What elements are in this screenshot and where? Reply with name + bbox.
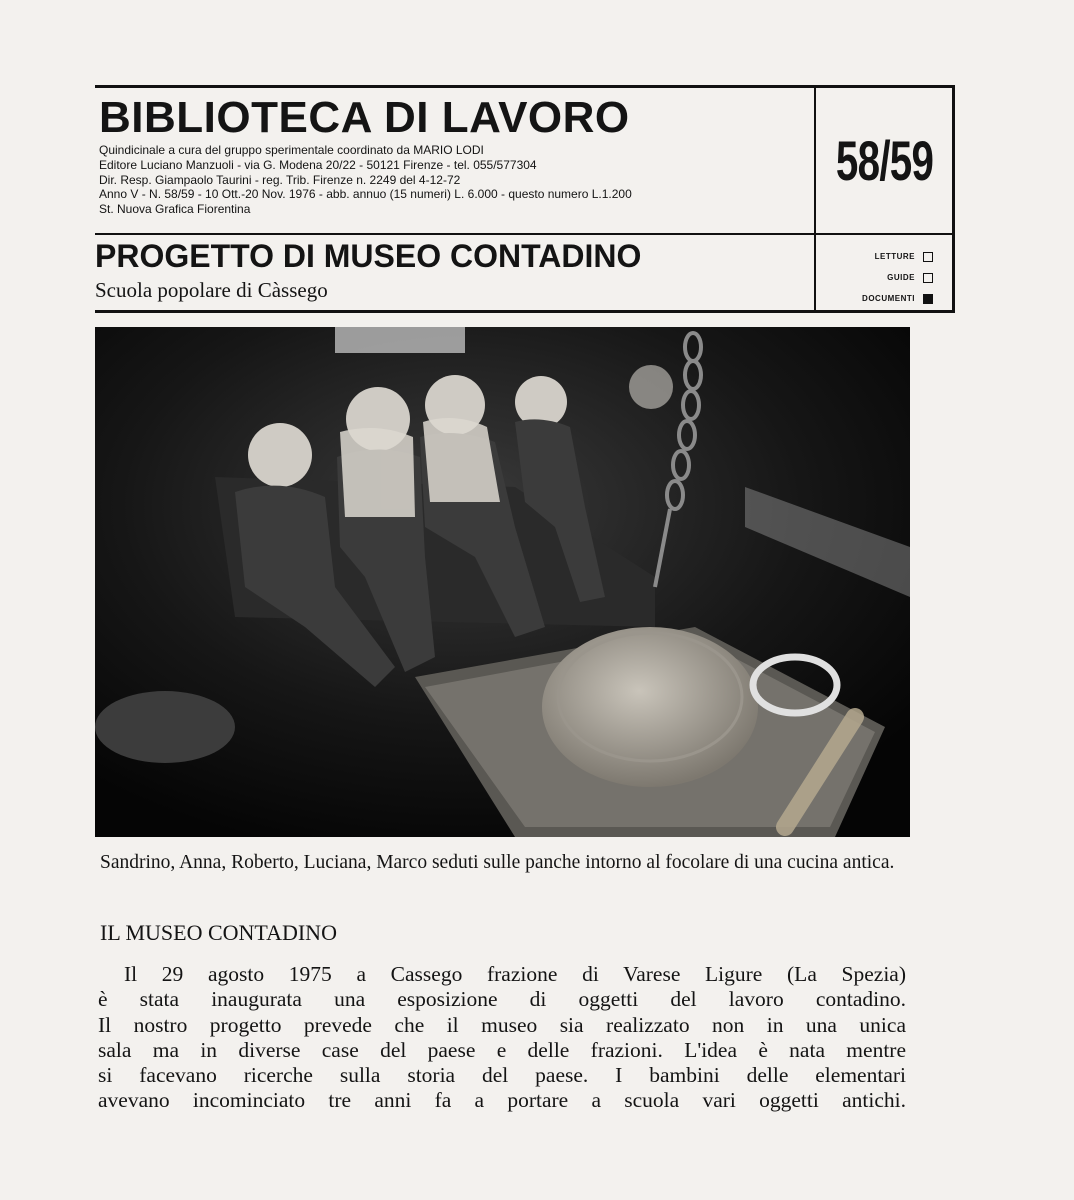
- cover-photo: [95, 327, 910, 837]
- article-line: Il 29 agosto 1975 a Cassego frazione di Varese Ligure (La Spezia): [124, 962, 906, 986]
- meta-line: St. Nuova Grafica Fiorentina: [99, 202, 251, 217]
- filled-checkbox-icon: [923, 294, 933, 304]
- article-line: sala ma in diverse case del paese e delle frazioni. L'idea è nata mentre: [98, 1037, 906, 1062]
- category-list: [825, 246, 933, 309]
- meta-line: Quindicinale a cura del gruppo sperimentale coordinato da MARIO LODI: [99, 143, 484, 157]
- category-label: LETTURE: [874, 252, 915, 261]
- divider: [95, 233, 955, 235]
- divider: [952, 88, 955, 310]
- meta-line: Dir. Resp. Giampaolo Taurini - reg. Trib. Firenze n. 2249 del 4-12-72: [99, 172, 461, 187]
- article-heading: IL MUSEO CONTADINO: [100, 920, 337, 945]
- article-line: è stata inaugurata una esposizione di oggetti del lavoro contadino.: [98, 987, 906, 1012]
- category-label: GUIDE: [887, 273, 915, 282]
- meta-line: Editore Luciano Manzuoli - via G. Modena 20/22 - 50121 Firenze - tel. 055/577304: [99, 157, 537, 172]
- article-line: si facevano ricerche sulla storia del paese. I bambini delle elementari: [98, 1063, 906, 1088]
- article-line: Il nostro progetto prevede che il museo sia realizzato non in una unica: [98, 1012, 906, 1037]
- school-name: Scuola popolare di Càssego: [95, 278, 328, 302]
- divider: [814, 88, 816, 310]
- meta-line: Anno V - N. 58/59 - 10 Ott.-20 Nov. 1976 - abb. annuo (15 numeri) L. 6.000 - questo numero L.1.200: [99, 187, 632, 202]
- issue-subtitle: PROGETTO DI MUSEO CONTADINO: [95, 238, 642, 274]
- empty-checkbox-icon: [923, 273, 933, 283]
- issue-number: 58/59: [835, 129, 934, 192]
- article-body: [98, 962, 906, 1114]
- masthead: [95, 85, 955, 313]
- article-line: avevano incominciato tre anni fa a portare a scuola vari oggetti antichi.: [98, 1088, 906, 1113]
- publication-title: BIBLIOTECA DI LAVORO: [99, 93, 630, 142]
- photo-caption: Sandrino, Anna, Roberto, Luciana, Marco seduti sulle panche intorno al focolare di una cucina antica.: [100, 852, 895, 873]
- category-guide: [825, 267, 933, 288]
- category-documenti: [825, 288, 933, 309]
- category-letture: [825, 246, 933, 267]
- hearth-photo-illustration: [95, 327, 910, 837]
- publication-meta: [99, 143, 632, 217]
- empty-checkbox-icon: [923, 252, 933, 262]
- category-label: DOCUMENTI: [862, 294, 915, 303]
- issue-number-box: [817, 88, 952, 233]
